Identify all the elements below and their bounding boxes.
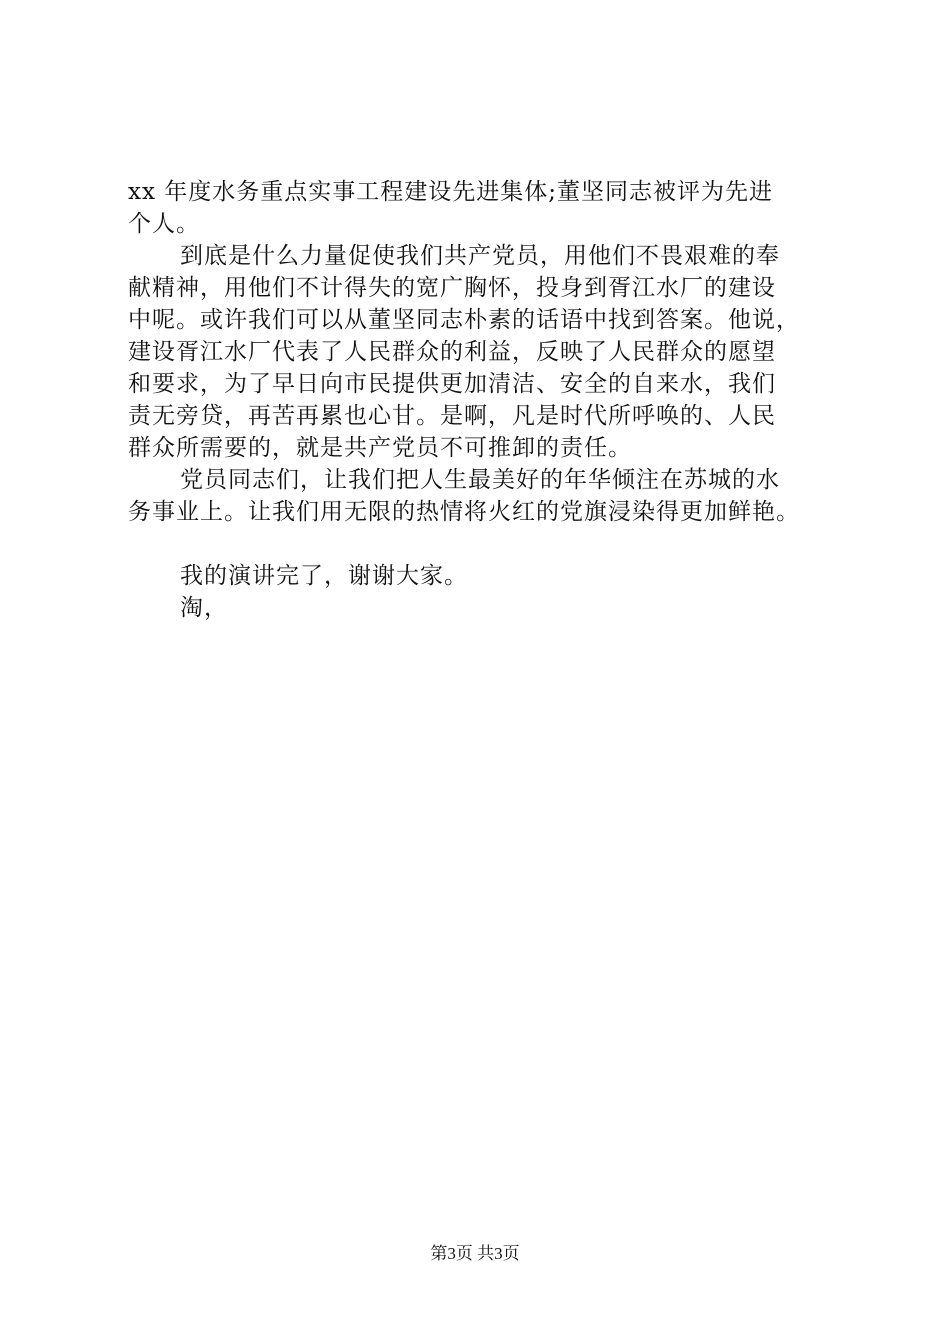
document-body bbox=[128, 176, 850, 624]
text-line: 群众所需要的，就是共产党员不可推卸的责任。 bbox=[128, 435, 632, 461]
text-line: 务事业上。让我们用无限的热情将火红的党旗浸染得更加鲜艳。 bbox=[128, 499, 800, 525]
closing-line: 我的演讲完了，谢谢大家。 bbox=[180, 563, 468, 589]
text-line: 责无旁贷，再苦再累也心甘。是啊，凡是时代所呼唤的、人民 bbox=[128, 403, 776, 429]
page-footer: 第3页 共3页 bbox=[430, 1244, 520, 1263]
text-line: 和要求，为了早日向市民提供更加清洁、安全的自来水，我们 bbox=[128, 371, 776, 397]
blank-line bbox=[128, 528, 850, 560]
paragraph-start-line: 党员同志们，让我们把人生最美好的年华倾注在苏城的水 bbox=[180, 467, 780, 493]
text-line: xx 年度水务重点实事工程建设先进集体;董坚同志被评为先进 bbox=[128, 179, 774, 205]
text-line: 献精神，用他们不计得失的宽广胸怀，投身到胥江水厂的建设 bbox=[128, 275, 776, 301]
paragraph-start-line: 到底是什么力量促使我们共产党员，用他们不畏艰难的奉 bbox=[180, 243, 780, 269]
text-line: 中呢。或许我们可以从董坚同志朴素的话语中找到答案。他说， bbox=[128, 307, 800, 333]
text-line: 建设胥江水厂代表了人民群众的利益，反映了人民群众的愿望 bbox=[128, 339, 776, 365]
text-line: 淘， bbox=[180, 595, 228, 621]
text-line: 个人。 bbox=[128, 211, 200, 237]
